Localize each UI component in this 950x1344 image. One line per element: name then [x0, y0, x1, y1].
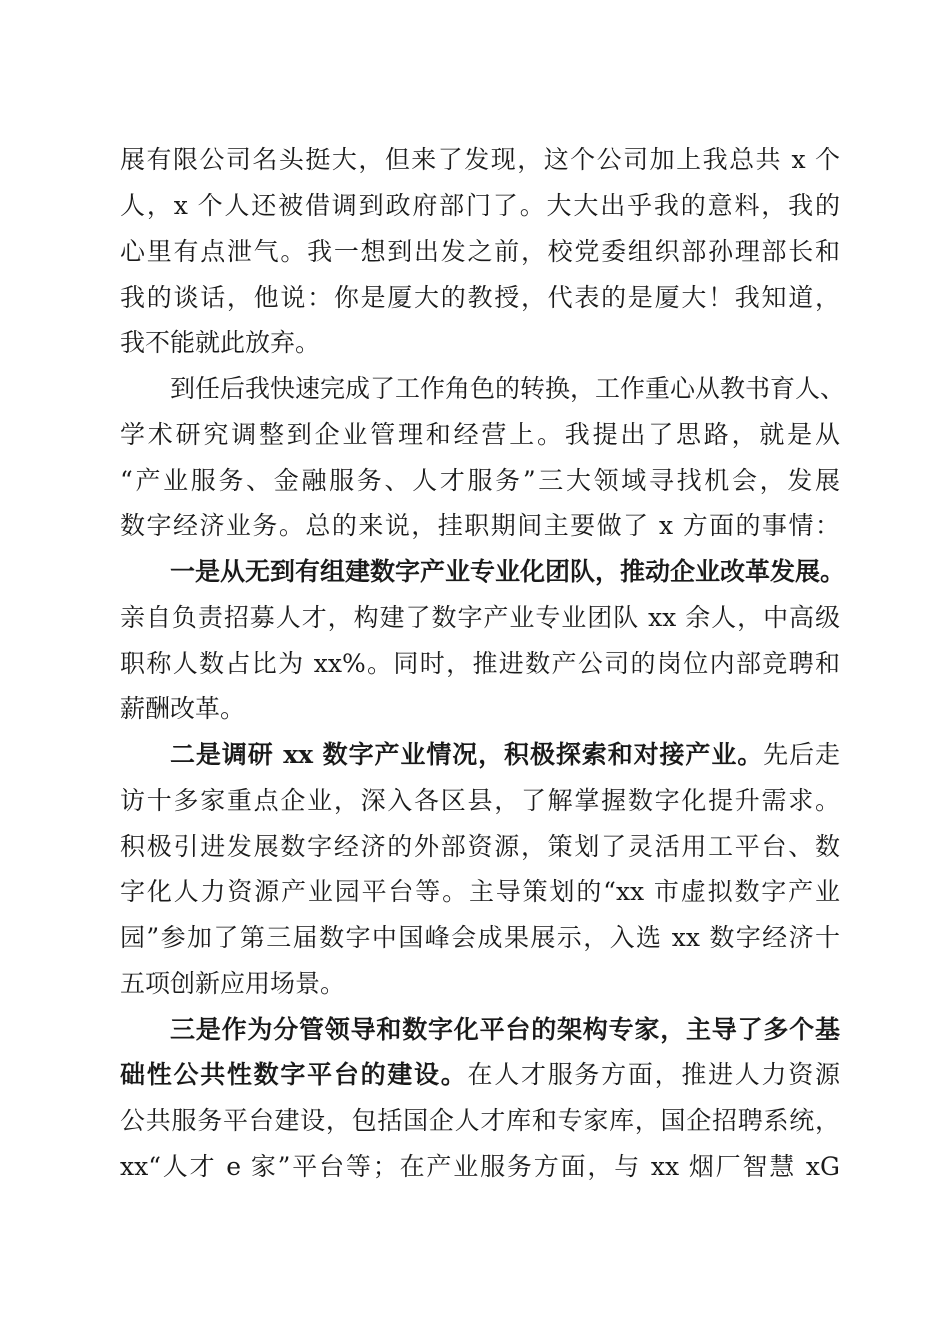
paragraph-start-line: 到任后我快速完成了工作角色的转换，工作重心从教书育人、	[170, 374, 846, 403]
text-line: 我的谈话，他说：你是厦大的教授，代表的是厦大！我知道，	[120, 283, 840, 312]
text-run: 先后走	[763, 740, 840, 769]
section-heading-two: 二是调研 xx 数字产业情况，积极探索和对接产业。	[170, 740, 764, 769]
text-line: 展有限公司名头挺大，但来了发现，这个公司加上我总共 x 个	[120, 145, 840, 174]
text-line: 积极引进发展数字经济的外部资源，策划了灵活用工平台、数	[120, 832, 840, 861]
text-line: 学术研究调整到企业管理和经营上。我提出了思路，就是从	[120, 420, 840, 449]
section-heading-three-continued: 础性公共性数字平台的建设。	[120, 1060, 468, 1089]
text-line: “产业服务、金融服务、人才服务”三大领域寻找机会，发展	[120, 466, 840, 495]
section-heading-one: 一是从无到有组建数字产业专业化团队，推动企业改革发展。	[170, 557, 846, 586]
text-line: 人，x 个人还被借调到政府部门了。大大出乎我的意料，我的	[120, 191, 840, 220]
text-run: 在人才服务方面，推进人力资源	[467, 1060, 840, 1089]
text-line: 五项创新应用场景。	[120, 969, 346, 998]
text-line: 访十多家重点企业，深入各区县，了解掌握数字化提升需求。	[120, 786, 840, 815]
text-line: 公共服务平台建设，包括国企人才库和专家库，国企招聘系统，	[120, 1106, 840, 1135]
text-line: 我不能就此放弃。	[120, 328, 321, 357]
text-line: 薪酬改革。	[120, 694, 246, 723]
text-line: 字化人力资源产业园平台等。主导策划的“xx 市虚拟数字产业	[120, 877, 840, 906]
text-line: 数字经济业务。总的来说，挂职期间主要做了 x 方面的事情：	[120, 511, 840, 540]
section-heading-three: 三是作为分管领导和数字化平台的架构专家，主导了多个基	[170, 1015, 840, 1044]
section-heading-three-continued-line	[120, 1054, 840, 1096]
text-line: 亲自负责招募人才，构建了数字产业专业团队 xx 余人，中高级	[120, 603, 840, 632]
text-line: xx“人才 e 家”平台等；在产业服务方面，与 xx 烟厂智慧 xG	[120, 1152, 840, 1181]
text-line: 心里有点泄气。我一想到出发之前，校党委组织部孙理部长和	[120, 237, 840, 266]
text-line: 园”参加了第三届数字中国峰会成果展示，入选 xx 数字经济十	[120, 923, 840, 952]
text-line: 职称人数占比为 xx%。同时，推进数产公司的岗位内部竞聘和	[120, 649, 840, 678]
section-heading-two-line	[170, 734, 840, 776]
